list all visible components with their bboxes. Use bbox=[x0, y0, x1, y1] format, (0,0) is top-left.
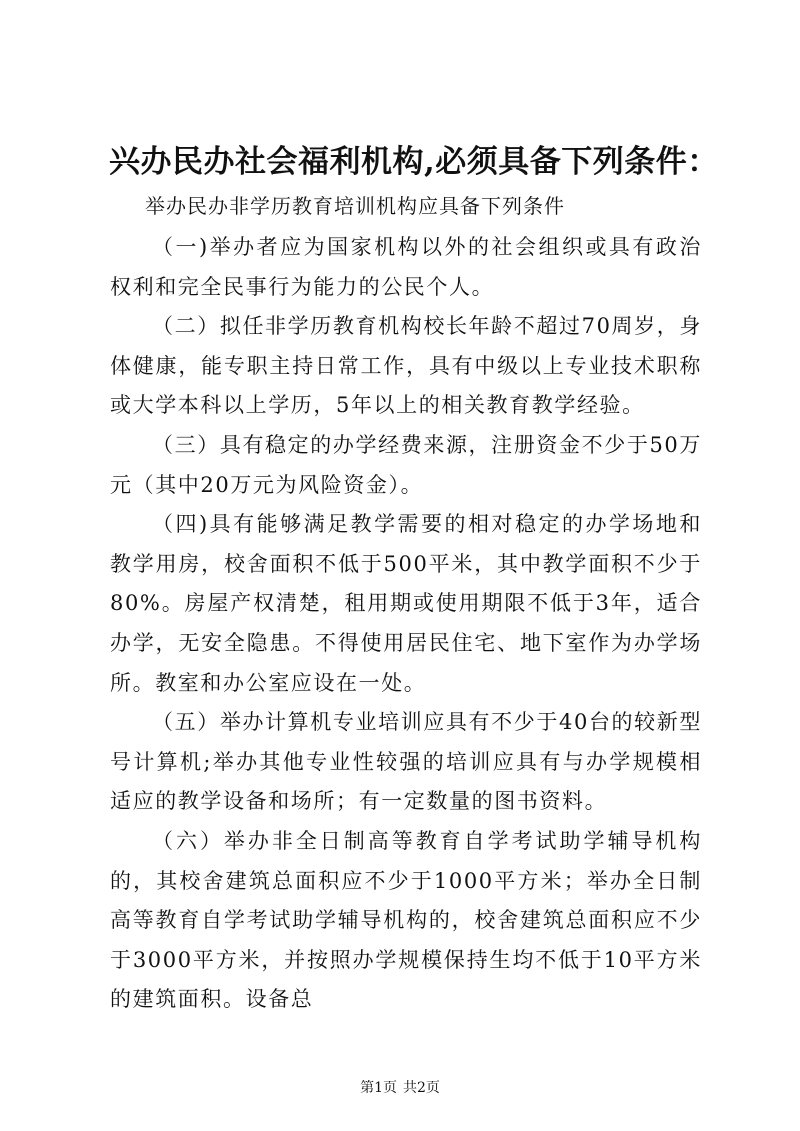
paragraph-6: （六）举办非全日制高等教育自学考试助学辅导机构的，其校舍建筑总面积应不少于1000平方米；举办全日制高等教育自学考试助学辅导机构的，校舍建筑总面积应不少于3000平方米，并按照办学规模保持生均不低于10平方米的建筑面积。设备总 bbox=[110, 828, 702, 1012]
document-title: 兴办民办社会福利机构,必须具备下列条件： bbox=[109, 144, 719, 180]
paragraph-5: （五）举办计算机专业培训应具有不少于40台的较新型号计算机;举办其他专业性较强的培训应具有与办学规模相适应的教学设备和场所；有一定数量的图书资料。 bbox=[110, 710, 702, 814]
document-body bbox=[110, 228, 702, 1020]
paragraph-2: （二）拟任非学历教育机构校长年龄不超过70周岁，身体健康，能专职主持日常工作，具有中级以上专业技术职称或大学本科以上学历，5年以上的相关教育教学经验。 bbox=[110, 314, 702, 418]
document-subtitle: 举办民办非学历教育培训机构应具备下列条件 bbox=[145, 194, 565, 218]
page-footer bbox=[0, 1078, 800, 1098]
page-count: 共2页 bbox=[403, 1080, 440, 1096]
paragraph-4: （四)具有能够满足教学需要的相对稳定的办学场地和教学用房，校舍面积不低于500平米，其中教学面积不少于80%。房屋产权清楚，租用期或使用期限不低于3年，适合办学，无安全隐患。不得使用居民住宅、地下室作为办学场所。教室和办公室应设在一处。 bbox=[110, 512, 702, 695]
page-number: 第1页 bbox=[360, 1080, 397, 1096]
paragraph-1: （一)举办者应为国家机构以外的社会组织或具有政治权利和完全民事行为能力的公民个人。 bbox=[110, 235, 702, 299]
paragraph-3: （三）具有稳定的办学经费来源，注册资金不少于50万元（其中20万元为风险资金）。 bbox=[110, 432, 702, 497]
